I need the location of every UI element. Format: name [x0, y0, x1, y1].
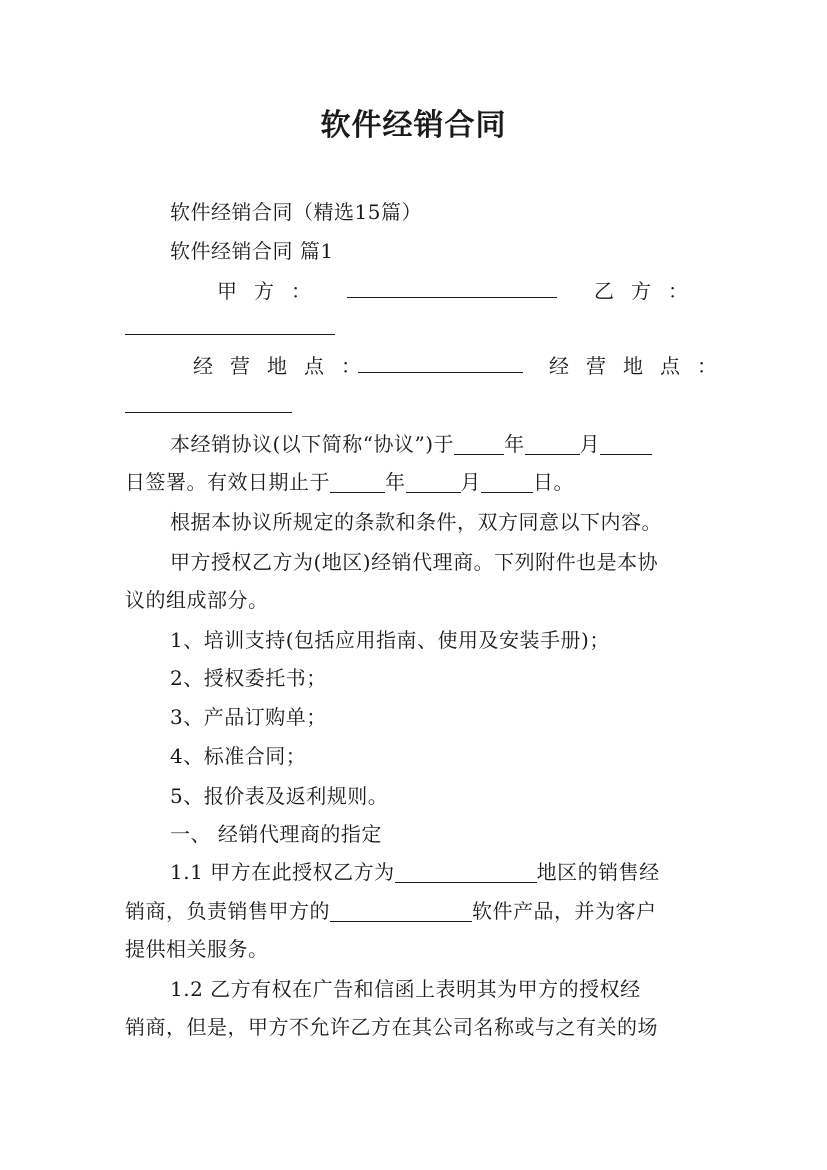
- party-a-row: [217, 277, 328, 305]
- list-item-4: 4、标准合同；: [170, 744, 307, 768]
- p2-end: 日。: [533, 470, 574, 494]
- location-b-blank: [125, 392, 292, 413]
- p2-year-label: 年: [385, 470, 406, 494]
- paragraph-4-line-1: 甲方授权乙方为(地区)经销代理商。下列附件也是本协: [170, 550, 659, 574]
- p1-month-blank: [525, 434, 580, 455]
- party-a-label: 甲方：: [217, 279, 328, 303]
- p2-text: 日签署。有效日期止于: [125, 470, 330, 494]
- location-a-row: [193, 352, 378, 380]
- paragraph-3: 根据本协议所规定的条款和条件，双方同意以下内容。: [170, 510, 662, 534]
- c11-line2-suffix: 软件产品，并为客户: [472, 899, 657, 923]
- p2-day-blank: [481, 472, 533, 493]
- subtitle: 软件经销合同（精选15篇）: [170, 200, 422, 224]
- location-a-label: 经营地点：: [193, 354, 378, 378]
- c11-region-blank: [395, 862, 537, 883]
- party-a-blank: [347, 277, 557, 298]
- p1-day-blank: [600, 434, 652, 455]
- c11-prefix: 1.1 甲方在此授权乙方为: [170, 860, 395, 884]
- p1-text: 本经销协议(以下简称“协议”)于: [170, 432, 455, 456]
- paragraph-1-line-1: [170, 430, 710, 458]
- p1-year-label: 年: [504, 432, 525, 456]
- clause-1-1-line-3: 提供相关服务。: [125, 937, 269, 961]
- party-b-blank: [125, 314, 335, 335]
- party-b-row: [594, 277, 705, 305]
- p1-month-label: 月: [579, 432, 601, 456]
- list-item-2: 2、授权委托书；: [170, 666, 327, 690]
- list-item-1: 1、培训支持(包括应用指南、使用及安装手册)；: [170, 628, 610, 652]
- list-item-5: 5、报价表及返利规则。: [170, 784, 389, 808]
- list-item-3: 3、产品订购单；: [170, 705, 327, 729]
- clause-1-1-line-1: [170, 858, 710, 886]
- section-1-heading: 一、 经销代理商的指定: [170, 822, 382, 846]
- p2-year-blank: [330, 472, 385, 493]
- document-title: 软件经销合同: [320, 108, 507, 143]
- paragraph-4-line-2: 议的组成部分。: [125, 588, 269, 612]
- c11-product-blank: [330, 901, 472, 922]
- location-b-label: 经营地点：: [549, 354, 734, 378]
- c11-line2-prefix: 销商，负责销售甲方的: [125, 899, 330, 923]
- clause-1-2-line-2: 销商，但是，甲方不允许乙方在其公司名称或与之有关的场: [125, 1015, 658, 1039]
- section-header: 软件经销合同 篇1: [170, 239, 334, 263]
- clause-1-1-line-2: [125, 897, 705, 925]
- location-a-blank: [358, 352, 523, 373]
- location-b-row: [549, 352, 734, 380]
- c11-suffix: 地区的销售经: [536, 860, 660, 884]
- p2-month-blank: [406, 472, 461, 493]
- clause-1-2-line-1: 1.2 乙方有权在广告和信函上表明其为甲方的授权经: [170, 977, 641, 1001]
- p1-year-blank: [454, 434, 504, 455]
- p2-month-label: 月: [460, 470, 481, 494]
- party-b-label: 乙方：: [594, 279, 705, 303]
- paragraph-1-line-2: [125, 468, 705, 496]
